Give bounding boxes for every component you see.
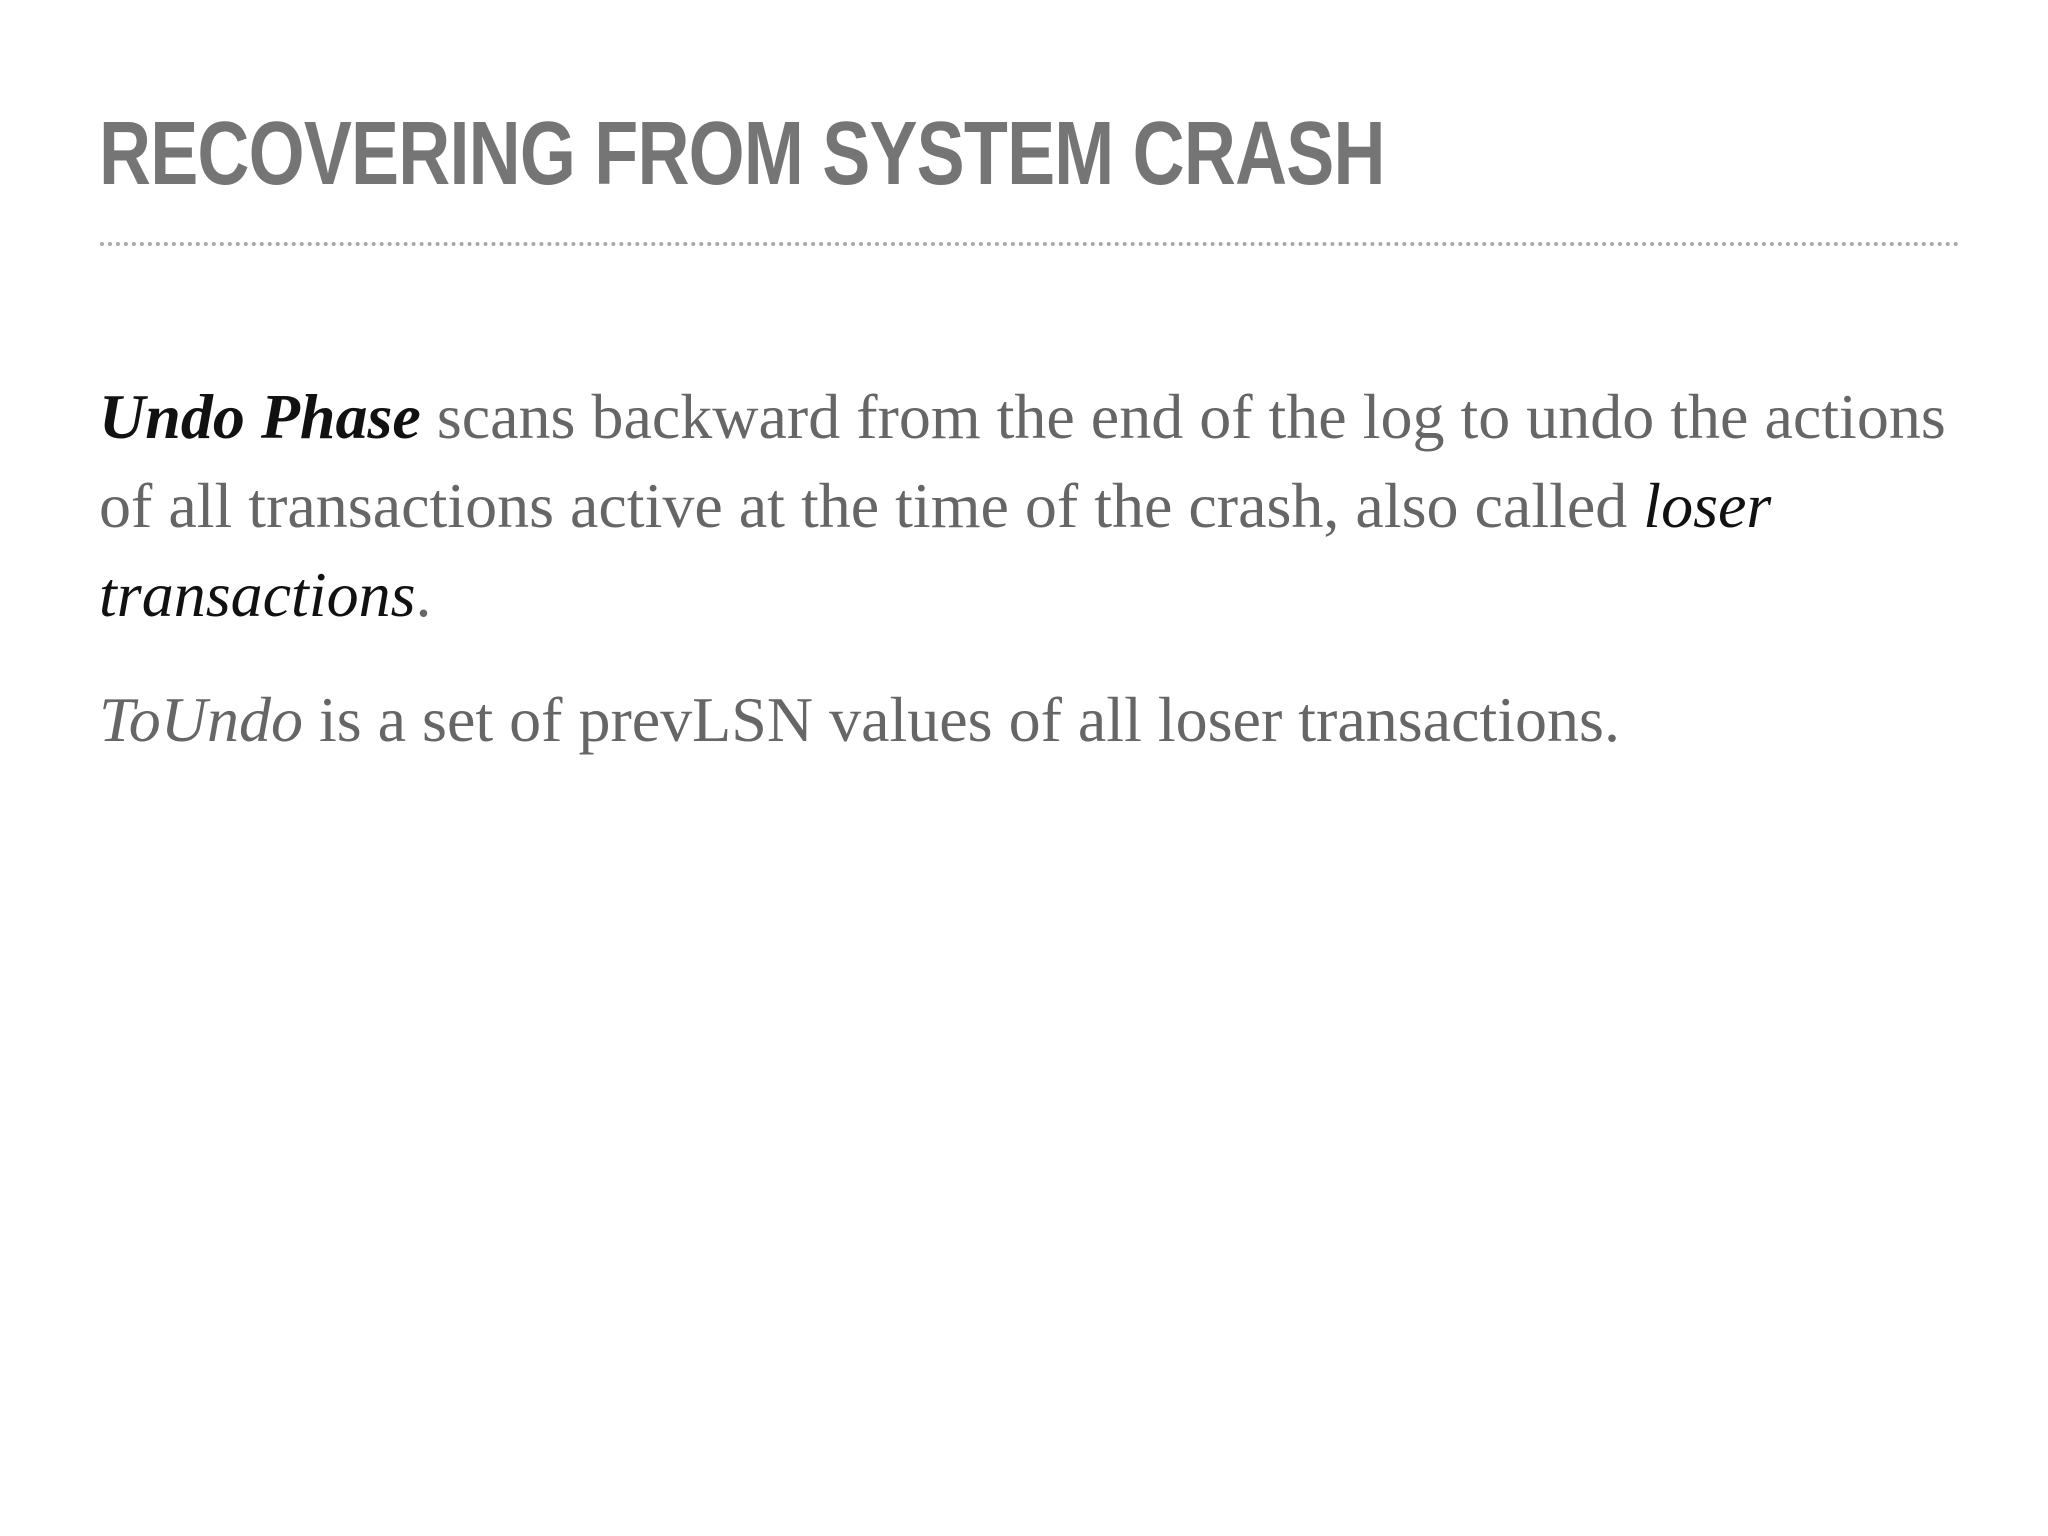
- slide-title: RECOVERING FROM SYSTEM CRASH: [99, 104, 1385, 204]
- title-divider: [100, 242, 1960, 246]
- paragraph-toundo: [99, 675, 1979, 764]
- paragraph-text-end: .: [415, 559, 432, 630]
- paragraph-text: is a set of prevLSN values of all loser transactions.: [302, 684, 1620, 755]
- paragraph-text: scans backward from the end of the log to undo the actions of all transactions active at the time of the crash, also called: [99, 381, 1946, 541]
- term-loser-transactions: loser transactions: [99, 470, 1772, 630]
- term-undo-phase: Undo Phase: [99, 381, 421, 452]
- paragraph-undo-phase: [99, 372, 1979, 639]
- term-toundo: ToUndo: [99, 684, 303, 755]
- slide-body: [99, 372, 1979, 764]
